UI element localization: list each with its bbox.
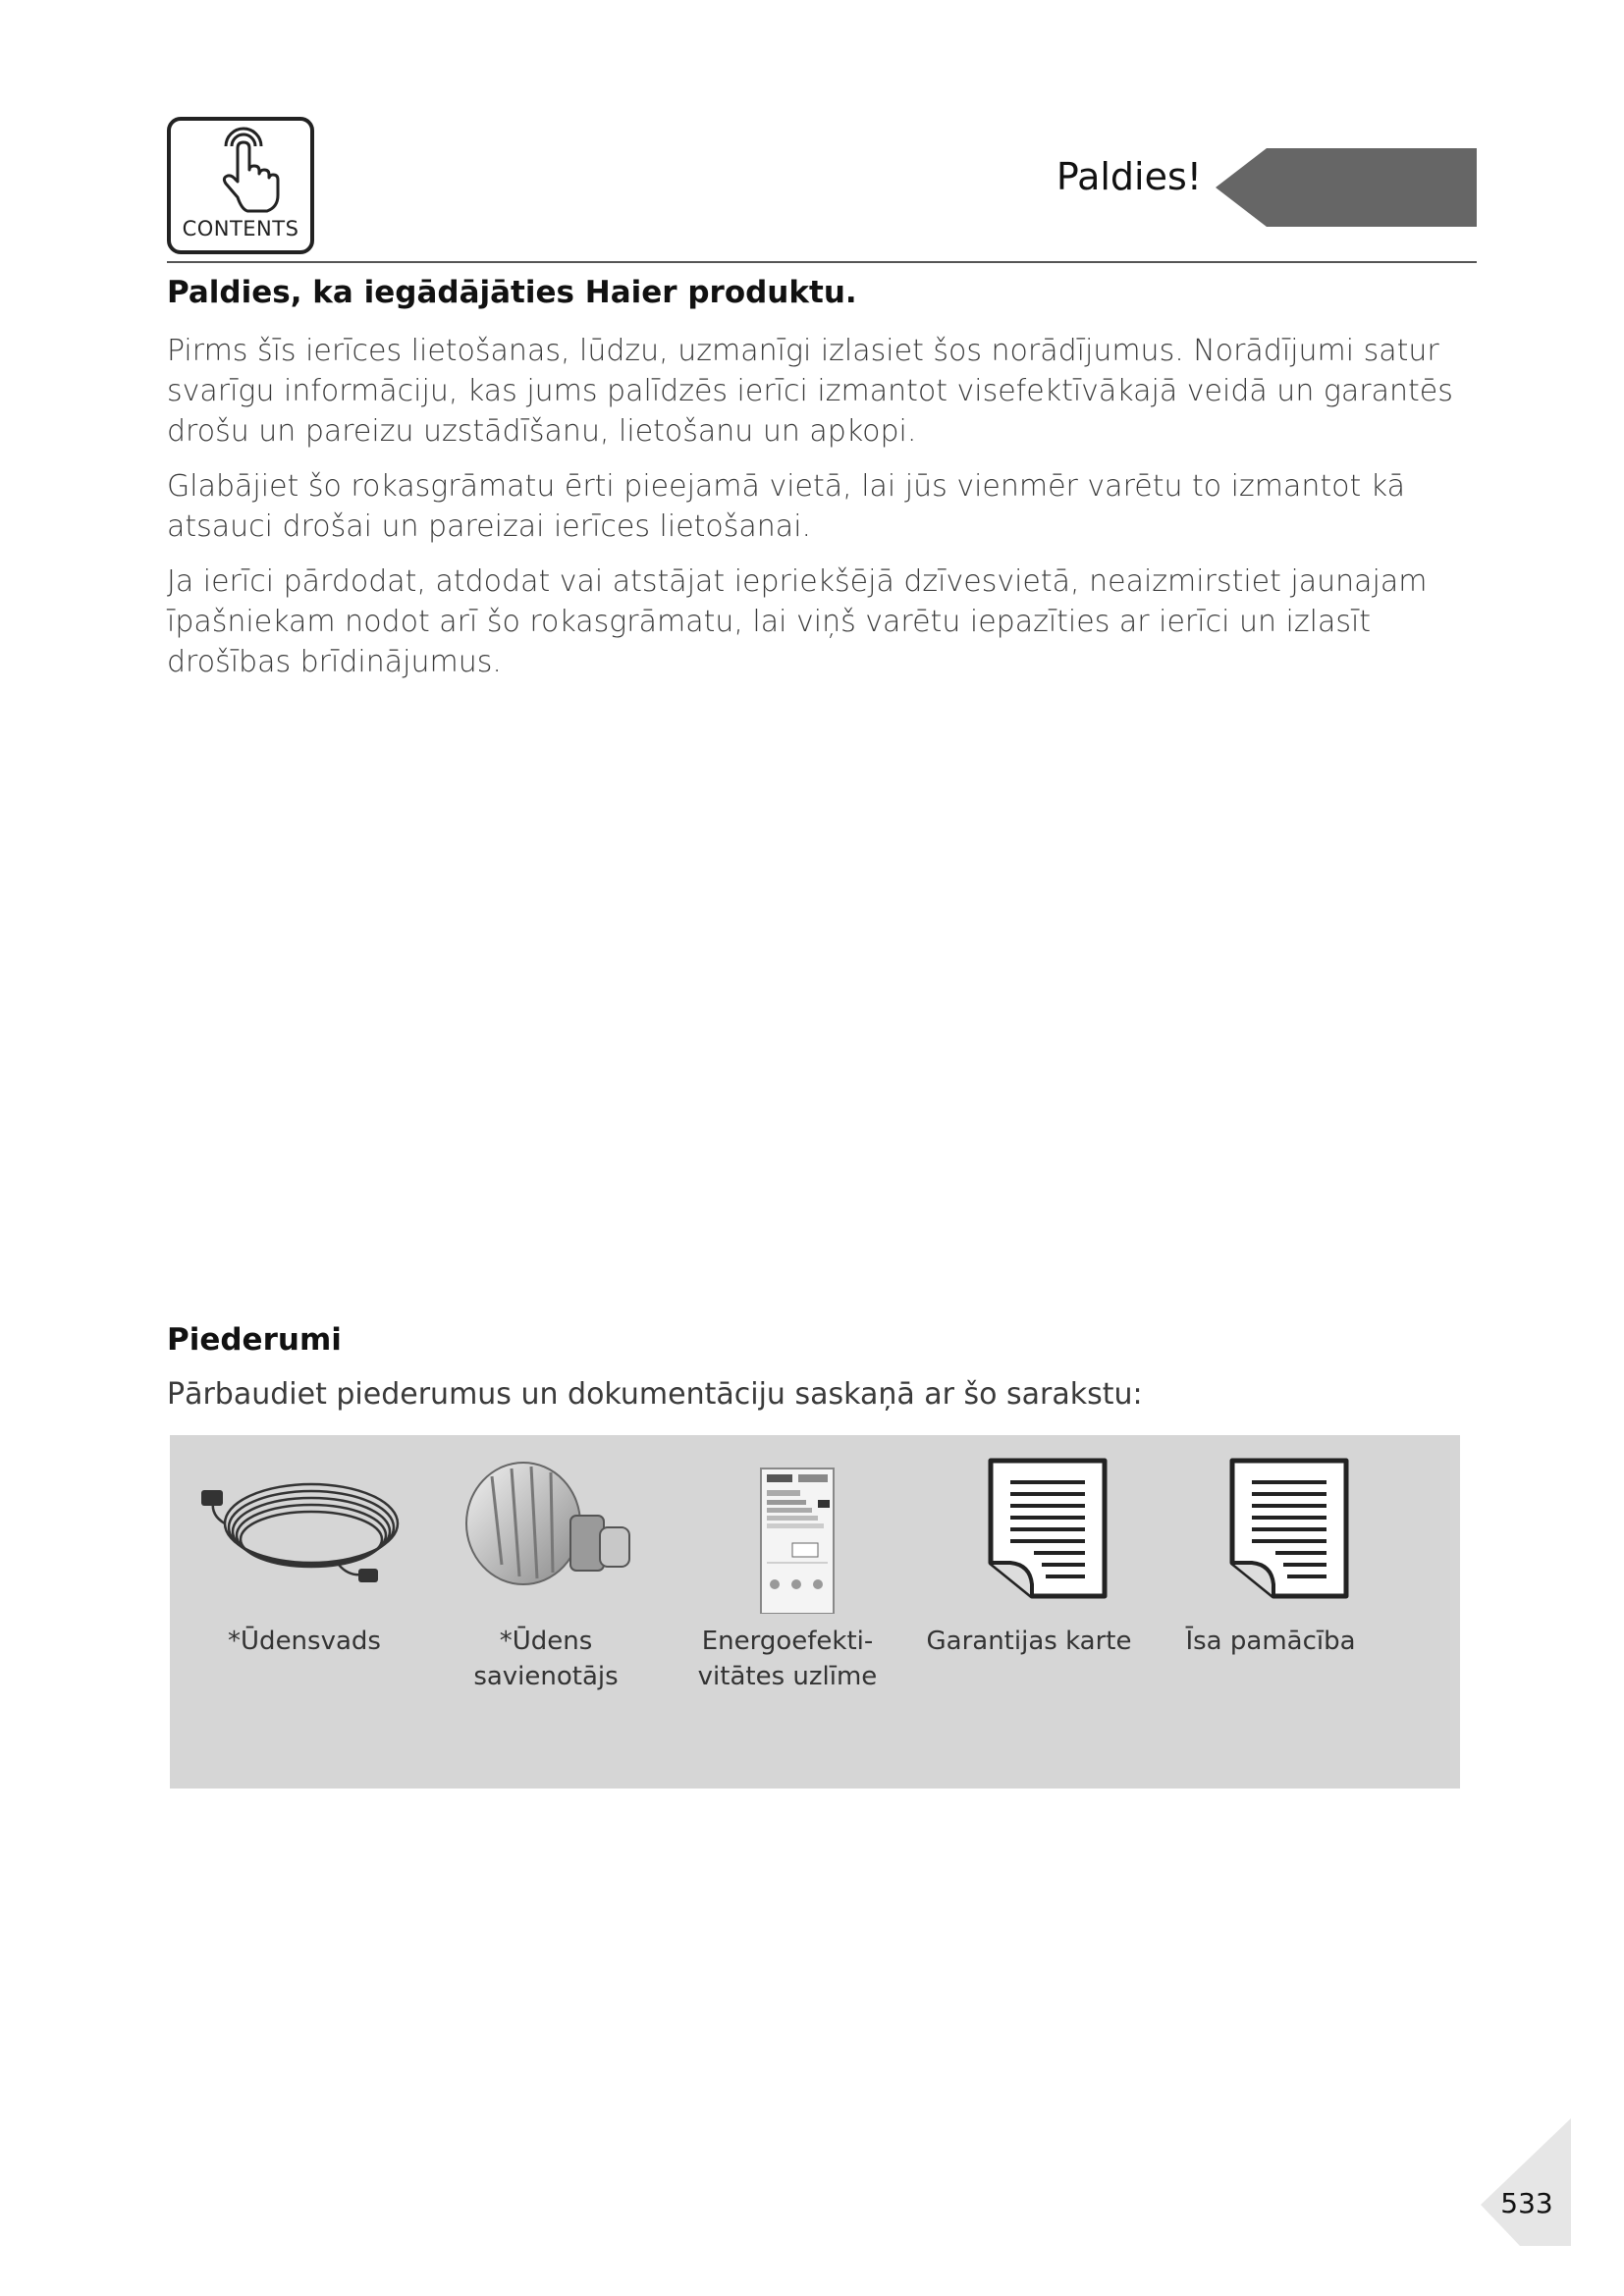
header-divider: [167, 261, 1477, 263]
accessory-item: [182, 1447, 427, 1656]
page-title: Paldies!: [1056, 155, 1202, 198]
accessory-item: [665, 1447, 910, 1691]
page-corner-shape: [1481, 2118, 1571, 2246]
accessory-label: Energoefekti- vitātes uzlīme: [697, 1627, 878, 1691]
accessory-label: Īsa pamācība: [1185, 1627, 1356, 1656]
accessories-intro: Pārbaudiet piederumus un dokumentāciju saskaņā ar šo sarakstu:: [167, 1377, 1143, 1412]
accessory-label: Garantijas karte: [926, 1627, 1132, 1656]
accessories-panel: [170, 1435, 1460, 1789]
accessory-label: *Ūdens savienotājs: [473, 1627, 619, 1691]
water-connector-icon: [433, 1447, 659, 1614]
accessory-label: *Ūdensvads: [228, 1627, 381, 1656]
pointer-hand-icon: [204, 127, 283, 215]
accessory-item: [423, 1447, 669, 1691]
page-number: 533: [1500, 2187, 1553, 2219]
intro-paragraph: Pirms šīs ierīces lietošanas, lūdzu, uzmanīgi izlasiet šos norādījumus. Norādījumi satur svarīgu informāciju, kas jums palīdzēs ierīci izmantot visefektīvākajā veidā un garantēs drošu un pareizu uzstādīšanu, lietošanu un apkopi.: [167, 334, 1453, 449]
quick-guide-icon: [1158, 1447, 1383, 1614]
contents-label: CONTENTS: [182, 217, 299, 240]
warranty-card-icon: [916, 1447, 1142, 1614]
accessories-heading: Piederumi: [167, 1322, 342, 1358]
intro-paragraph: Glabājiet šo rokasgrāmatu ērti pieejamā vietā, lai jūs vienmēr varētu to izmantot kā atsauci drošai un pareizai ierīces lietošanai.: [167, 469, 1406, 544]
water-hose-icon: [191, 1447, 417, 1594]
header-tab-shape: [1216, 148, 1477, 227]
intro-paragraph: Ja ierīci pārdodat, atdodat vai atstājat iepriekšējā dzīvesvietā, neaizmirstiet jaunajam īpašniekam nodot arī šo rokasgrāmatu, lai viņš varētu iepazīties ar ierīci un izlasīt drošības brīdinājumus.: [167, 564, 1428, 679]
accessory-item: [906, 1447, 1152, 1656]
energy-label-icon: [675, 1447, 900, 1614]
contents-button[interactable]: [167, 117, 314, 254]
accessory-item: [1148, 1447, 1393, 1656]
intro-heading: Paldies, ka iegādājāties Haier produktu.: [167, 275, 857, 310]
